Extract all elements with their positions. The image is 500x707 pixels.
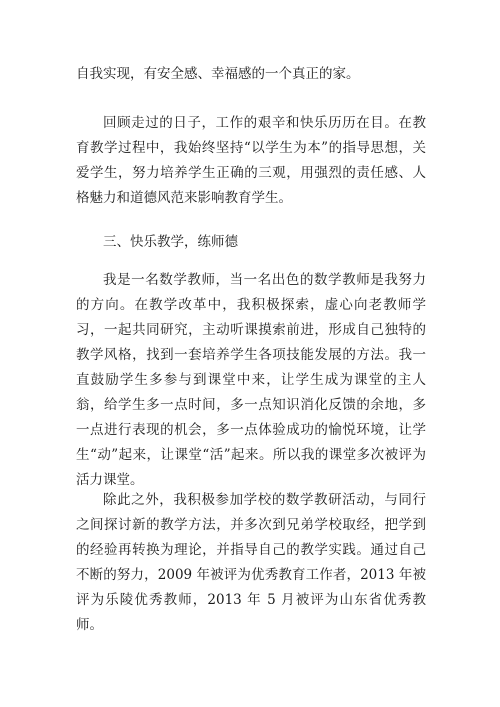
paragraph-continuation: 自我实现，有安全感、幸福感的一个真正的家。 [76, 66, 360, 82]
section-heading: 三、快乐教学，练师德 [103, 234, 238, 250]
paragraph-review: 回顾走过的日子，工作的艰辛和快乐历历在目。在教育教学过程中，我始终坚持“以学生为本”的指导思想，关爱学生，努力培养学生正确的三观，用强烈的责任感、人格魅力和道德风范来影响教育学生。 [76, 115, 426, 206]
paragraph-teaching: 我是一名数学教师，当一名出色的数学教师是我努力的方向。在教学改革中，我积极探索，虚心向老教师学习，一起共同研究，主动听课摸索前进，形成自己独特的教学风格，找到一套培养学生各项技能发展的方法。我一直鼓励学生多参与到课堂中来，让学生成为课堂的主人翁，给学生多一点时间，多一点知识消化反馈的余地，多一点进行表现的机会，多一点体验成功的愉悦环境，让学生“动”起来，让课堂“活”起来。所以我的课堂多次被评为活力课堂。 [76, 272, 426, 488]
paragraph-research: 除此之外，我积极参加学校的数学教研活动，与同行之间探讨新的教学方法，并多次到兄弟学校取经，把学到的经验再转换为理论，并指导自己的教学实践。通过自己不断的努力，2009 年被评为优秀教育工作者，2013 年被评为乐陵优秀教师，2013 年 5 月被评为山东省优秀教师。 [76, 492, 426, 633]
